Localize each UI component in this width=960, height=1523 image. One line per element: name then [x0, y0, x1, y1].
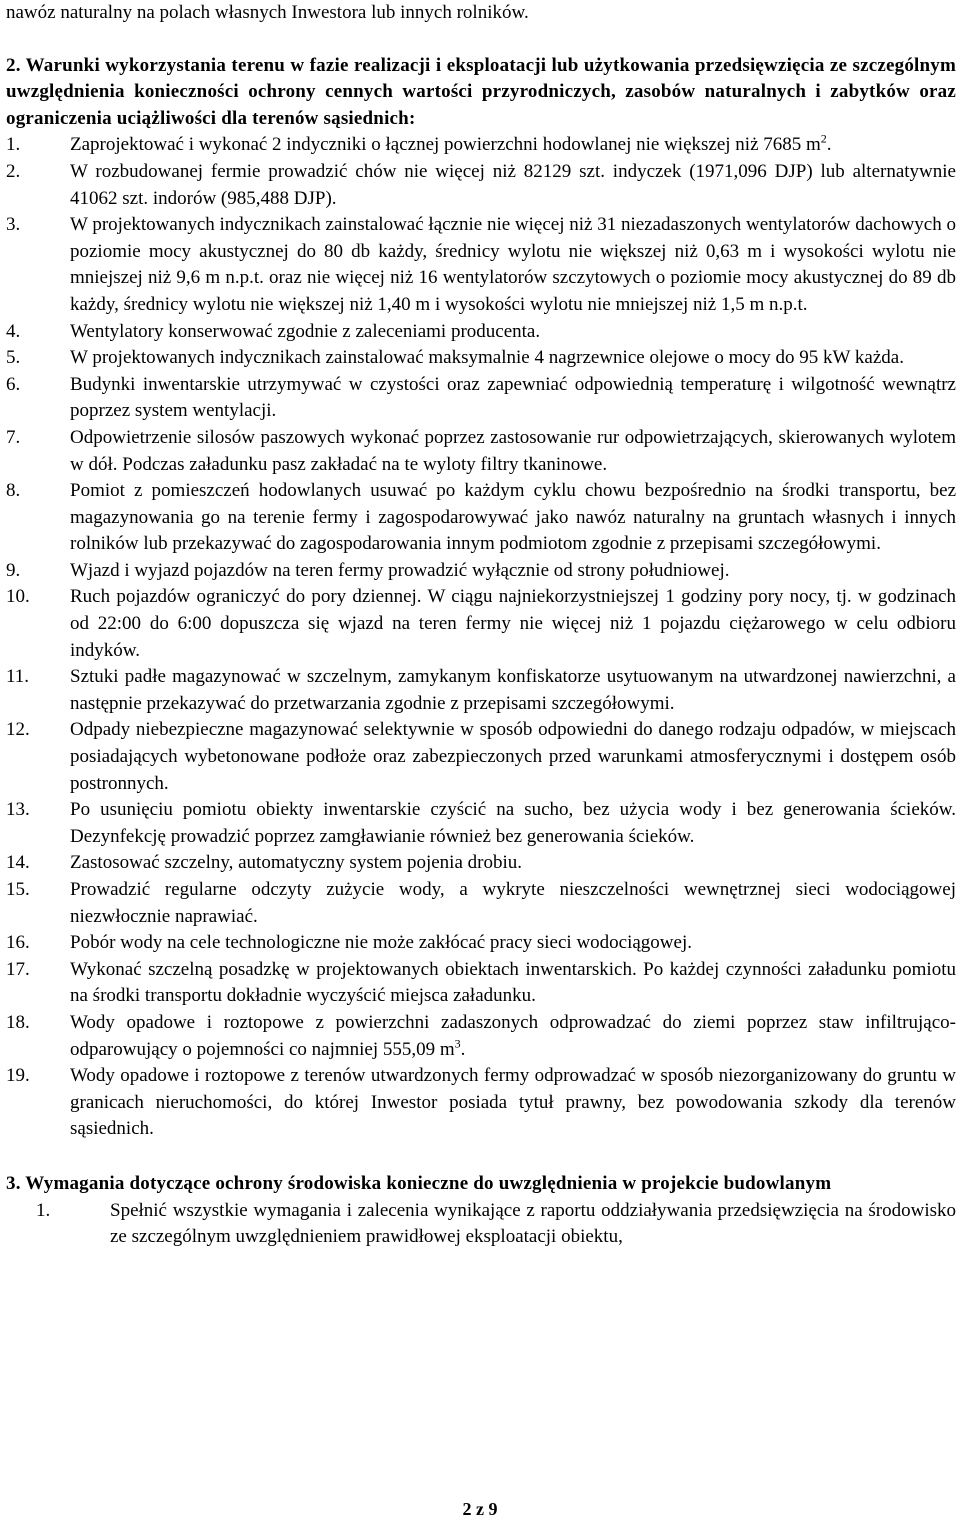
list-item-text	[70, 664, 956, 717]
list-item	[6, 212, 956, 318]
list-item	[6, 478, 956, 558]
list-item-text	[70, 372, 956, 425]
list-item-tail: .	[826, 134, 832, 156]
list-item-body: Pobór wody na cele technologiczne nie może zakłócać pracy sieci wodociągowej.	[70, 932, 692, 954]
list-item	[6, 850, 956, 877]
list-item-text	[70, 212, 956, 318]
section-2-list	[6, 132, 956, 1143]
list-item-text	[70, 159, 956, 212]
superscript: 3	[454, 1036, 461, 1051]
list-item-number: 14.	[6, 852, 30, 874]
list-item	[6, 345, 956, 372]
list-item	[6, 319, 956, 346]
list-item-body: Po usunięciu pomiotu obiekty inwentarskie czyścić na sucho, bez użycia wody i bez generowania ścieków. Dezynfekcję prowadzić poprzez zamgławianie również bez generowania ścieków.	[70, 799, 956, 847]
list-item-body: Wentylatory konserwować zgodnie z zaleceniami producenta.	[70, 320, 541, 342]
list-item-body: Budynki inwentarskie utrzymywać w czystości oraz zapewniać odpowiednią temperaturę i wilgotność wewnątrz poprzez system wentylacji.	[70, 373, 956, 422]
list-item-text	[70, 584, 956, 664]
superscript: 2	[820, 132, 827, 147]
list-item-text	[70, 1063, 956, 1143]
list-item-body: Spełnić wszystkie wymagania i zalecenia wynikające z raportu oddziaływania przedsięwzięcia na środowisko ze szczególnym uwzględnieniem prawidłowej eksploatacji obiektu,	[110, 1199, 956, 1248]
list-item-number: 2.	[6, 160, 21, 182]
list-item	[6, 877, 956, 930]
list-item-number: 17.	[6, 958, 30, 980]
list-item-number: 10.	[6, 586, 30, 608]
list-item	[6, 797, 956, 850]
list-item-tail: .	[460, 1038, 466, 1060]
list-item-number: 1.	[6, 134, 21, 156]
list-item-text	[70, 877, 956, 930]
list-item	[6, 558, 956, 585]
list-item	[6, 664, 956, 717]
document-page	[6, 0, 956, 1251]
list-item	[6, 957, 956, 1010]
list-item-number: 5.	[6, 347, 21, 369]
list-item-number: 8.	[6, 480, 21, 502]
list-item	[6, 132, 956, 159]
list-item-text	[70, 319, 956, 346]
list-item-body: Wykonać szczelną posadzkę w projektowanych obiektach inwentarskich. Po każdej czynności załadunku pomiotu na środki transportu dokładnie wyczyścić miejsca załadunku.	[70, 958, 956, 1007]
list-item-number: 9.	[6, 559, 21, 581]
list-item	[6, 1198, 956, 1251]
list-item-text	[70, 1010, 956, 1063]
list-item-text	[70, 132, 956, 159]
list-item-text	[70, 957, 956, 1010]
list-item-body: Wjazd i wyjazd pojazdów na teren fermy prowadzić wyłącznie od strony południowej.	[70, 559, 730, 581]
list-item-number: 16.	[6, 932, 30, 954]
list-item	[6, 584, 956, 664]
page-number: 2 z 9	[462, 1499, 498, 1519]
list-item	[6, 372, 956, 425]
list-item-number: 3.	[6, 214, 21, 236]
list-item-text	[70, 717, 956, 797]
list-item-text	[70, 558, 956, 585]
list-item-text	[70, 345, 956, 372]
list-item-text	[70, 930, 956, 957]
list-item-number: 19.	[6, 1065, 30, 1087]
list-item-body: W projektowanych indycznikach zainstalować maksymalnie 4 nagrzewnice olejowe o mocy do 95 kW każda.	[70, 347, 904, 369]
list-item-number: 4.	[6, 320, 21, 342]
list-item-body: Odpowietrzenie silosów paszowych wykonać poprzez zastosowanie rur odpowietrzających, skierowanych wylotem w dół. Podczas załadunku pasz zakładać na te wyloty filtry tkaninowe.	[70, 426, 956, 475]
list-item-number: 1.	[36, 1199, 51, 1221]
list-item-number: 12.	[6, 719, 30, 741]
list-item-text	[110, 1198, 956, 1251]
continuation-line: nawóz naturalny na polach własnych Inwestora lub innych rolników.	[6, 2, 529, 23]
list-item-number: 6.	[6, 373, 21, 395]
list-item	[6, 930, 956, 957]
section-3-list	[6, 1198, 956, 1251]
list-item-number: 13.	[6, 799, 30, 821]
list-item-body: Zastosować szczelny, automatyczny system pojenia drobiu.	[70, 852, 522, 874]
list-item-body: Odpady niebezpieczne magazynować selektywnie w sposób odpowiedni do danego rodzaju odpadów, w miejscach posiadających wybetonowane podłoże oraz zabezpieczonych przed warunkami atmosferycznymi i dostępem osób postronnych.	[70, 719, 956, 794]
list-item	[6, 159, 956, 212]
list-item-number: 11.	[6, 666, 30, 688]
list-item-body: W rozbudowanej fermie prowadzić chów nie więcej niż 82129 szt. indyczek (1971,096 DJP) lub alternatywnie 41062 szt. indorów (985,488 DJP).	[70, 160, 956, 209]
list-item-body: Sztuki padłe magazynować w szczelnym, zamykanym konfiskatorze usytuowanym na utwardzonej nawierzchni, a następnie przekazywać do przetwarzania zgodnie z przepisami szczegółowymi.	[70, 666, 956, 714]
list-item-body: Wody opadowe i roztopowe z terenów utwardzonych fermy odprowadzać w sposób niezorganizowany do gruntu w granicach nieruchomości, do której Inwestor posiada tytuł prawny, bez powodowania szkody dla terenów sąsiednich.	[70, 1065, 956, 1140]
list-item-text	[70, 850, 956, 877]
section-3-heading: 3. Wymagania dotyczące ochrony środowiska konieczne do uwzględnienia w projekcie budowlanym	[6, 1172, 832, 1194]
list-item-text	[70, 425, 956, 478]
section-2-heading: 2. Warunki wykorzystania terenu w fazie realizacji i eksploatacji lub użytkowania przedsięwzięcia ze szczególnym uwzględnienia konieczności ochrony cennych wartości przyrodniczych, zasobów naturalnych i zabytków oraz ograniczenia uciążliwości dla terenów sąsiednich:	[6, 54, 956, 129]
list-item-number: 15.	[6, 879, 30, 900]
list-item-body: Zaprojektować i wykonać 2 indyczniki o łącznej powierzchni hodowlanej nie większej niż 7685 m	[70, 134, 821, 156]
list-item-body: W projektowanych indycznikach zainstalować łącznie nie więcej niż 31 niezadaszonych wentylatorów dachowych o poziomie mocy akustycznej do 80 db każdy, średnicy wylotu nie większej niż 0,63 m i wysokości wylotu nie mniejszej niż 9,6 m n.p.t. oraz nie więcej niż 16 wentylatorów szczytowych o poziomie mocy akustycznej do 89 db każdy, średnicy wylotu nie większej niż 1,40 m i wysokości wylotu nie mniejszej niż 1,5 m n.p.t.	[70, 214, 956, 315]
list-item-text	[70, 478, 956, 558]
list-item-body: Prowadzić regularne odczyty zużycie wody, a wykryte nieszczelności wewnętrznej sieci wodociągowej niezwłocznie naprawiać.	[70, 879, 956, 927]
list-item	[6, 1063, 956, 1143]
list-item-number: 18.	[6, 1011, 30, 1033]
list-item-text	[70, 797, 956, 850]
list-item-body: Ruch pojazdów ograniczyć do pory dziennej. W ciągu najniekorzystniejszej 1 godziny pory nocy, tj. w godzinach od 22:00 do 6:00 dopuszcza się wjazd na teren fermy nie więcej niż 1 pojazdu ciężarowego w celu odbioru indyków.	[70, 586, 956, 661]
list-item-body: Pomiot z pomieszczeń hodowlanych usuwać po każdym cyklu chowu bezpośrednio na środki transportu, bez magazynowania go na terenie fermy i zagospodarowywać jako nawóz naturalny na gruntach własnych i innych rolników lub przekazywać do zagospodarowania innym podmiotom zgodnie z przepisami szczegółowymi.	[70, 480, 956, 555]
list-item	[6, 717, 956, 797]
list-item-body: Wody opadowe i roztopowe z powierzchni zadaszonych odprowadzać do ziemi poprzez staw infiltrująco-odparowujący o pojemności co najmniej 555,09 m	[70, 1011, 956, 1060]
list-item-number: 7.	[6, 426, 21, 448]
list-item	[6, 425, 956, 478]
list-item	[6, 1010, 956, 1063]
